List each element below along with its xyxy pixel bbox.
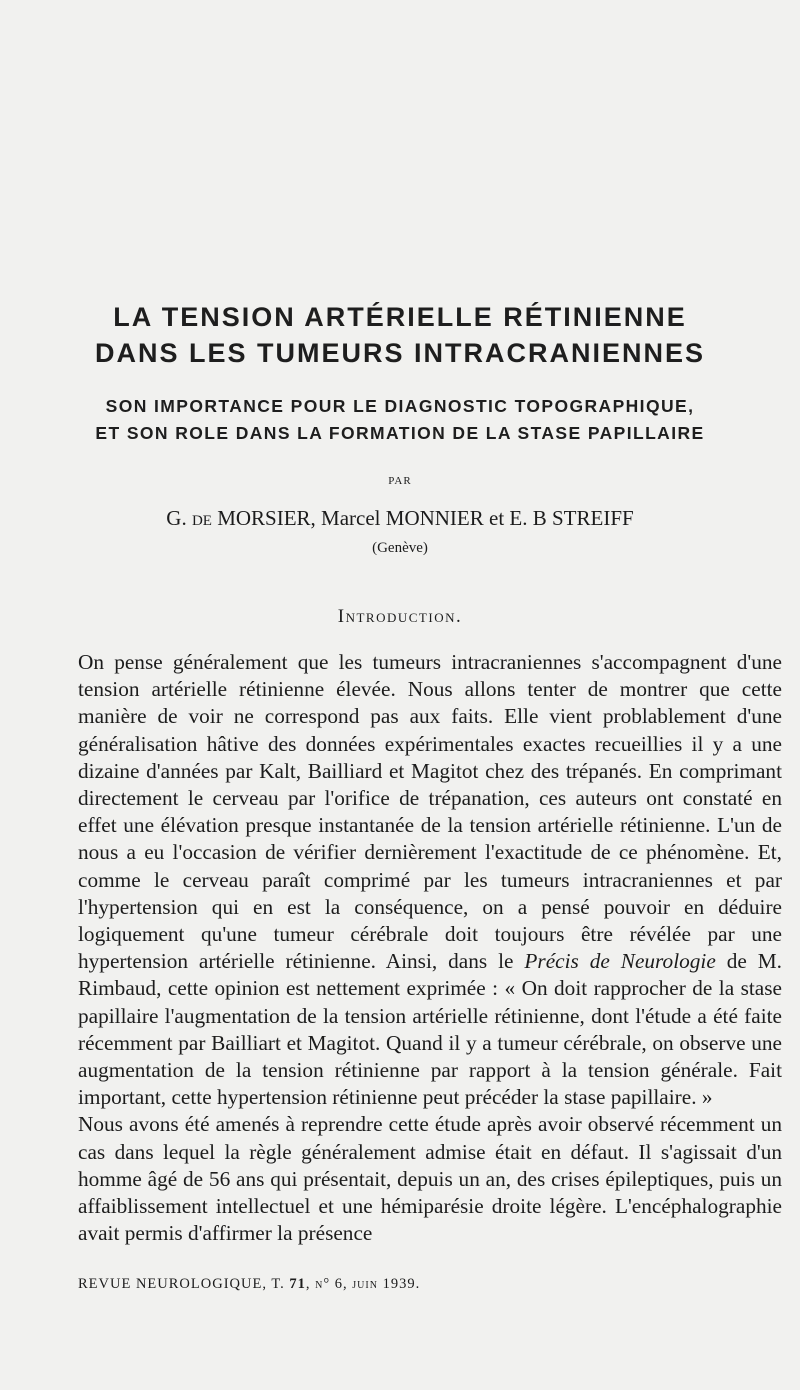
title-line-1: LA TENSION ARTÉRIELLE RÉTINIENNE	[113, 302, 687, 332]
affiliation: (Genève)	[372, 540, 428, 556]
footer-volume: 71	[289, 1276, 306, 1292]
footer-number-label: , n°	[305, 1276, 331, 1292]
footer-date-label: , juin	[343, 1276, 378, 1292]
page-footer	[78, 1276, 420, 1293]
authors	[0, 506, 800, 531]
author-particle: de	[191, 506, 212, 530]
title-line-2: DANS LES TUMEURS INTRACRANIENNES	[94, 338, 706, 368]
paragraph-1	[78, 649, 782, 1111]
article-body	[78, 649, 782, 1247]
footer-number: 6	[334, 1276, 344, 1292]
paragraph-2: Nous avons été amenés à reprendre cette étude après avoir observé récemment un cas dans lequel la règle généralement admise était en défaut. Il s'agissait d'un homme âgé de 56 ans qui présentait, depuis un an, des crises épileptiques, puis un affaiblissement intellectuel et une hémiparésie droite légère. L'encéphalographie avait permis d'affirmer la présence	[78, 1112, 782, 1246]
author-names: MORSIER, Marcel MONNIER et E. B STREIFF	[217, 506, 634, 530]
par-label: PAR	[388, 475, 412, 487]
paragraph-1-text-a: On pense généralement que les tumeurs intracraniennes s'accompagnent d'une tension artérielle rétinienne élevée. Nous allons tenter de montrer que cette manière de voir ne correspond pas aux faits. Elle vient problablement d'une généralisation hâtive des données expérimentales exactes recueillies il y a une dizaine d'années par Kalt, Bailliard et Magitot chez des trépanés. En comprimant directement le cerveau par l'orifice de trépanation, ces auteurs ont constaté en effet une élévation presque instantanée de la tension artérielle rétinienne. L'un de nous a eu l'occasion de vérifier dernièrement l'exactitude de ce phénomène. Et, comme le cerveau paraît comprimé par les tumeurs intracraniennes et par l'hypertension qui en est la conséquence, on a pensé pouvoir en déduire logiquement qu'une tumeur cérébrale doit toujours être révélée par une hypertension artérielle rétinienne. Ainsi, dans le	[78, 650, 782, 974]
subtitle-line-1: SON IMPORTANCE POUR LE DIAGNOSTIC TOPOGRAPHIQUE,	[105, 396, 695, 416]
paragraph-1-italic: Précis de Neurologie	[524, 949, 716, 974]
footer-journal: REVUE NEUROLOGIQUE, T.	[78, 1276, 285, 1292]
subtitle-line-2: ET SON ROLE DANS LA FORMATION DE LA STASE PAPILLAIRE	[95, 423, 705, 443]
author-initial: G.	[166, 506, 187, 530]
footer-year: 1939.	[382, 1276, 421, 1292]
section-heading: Introduction.	[337, 606, 463, 627]
paragraph-1-text-b: de M. Rimbaud, cette opinion est nettement exprimée : « On doit rapprocher de la stase papillaire l'augmentation de la tension artérielle rétinienne, dont l'étude a été faite récemment par Bailliart et Magitot. Quand il y a tumeur cérébrale, on observe une augmentation de la tension rétinienne par rapport à la tension générale. Fait important, cette hypertension rétinienne peut précéder la stase papillaire. »	[78, 949, 782, 1110]
